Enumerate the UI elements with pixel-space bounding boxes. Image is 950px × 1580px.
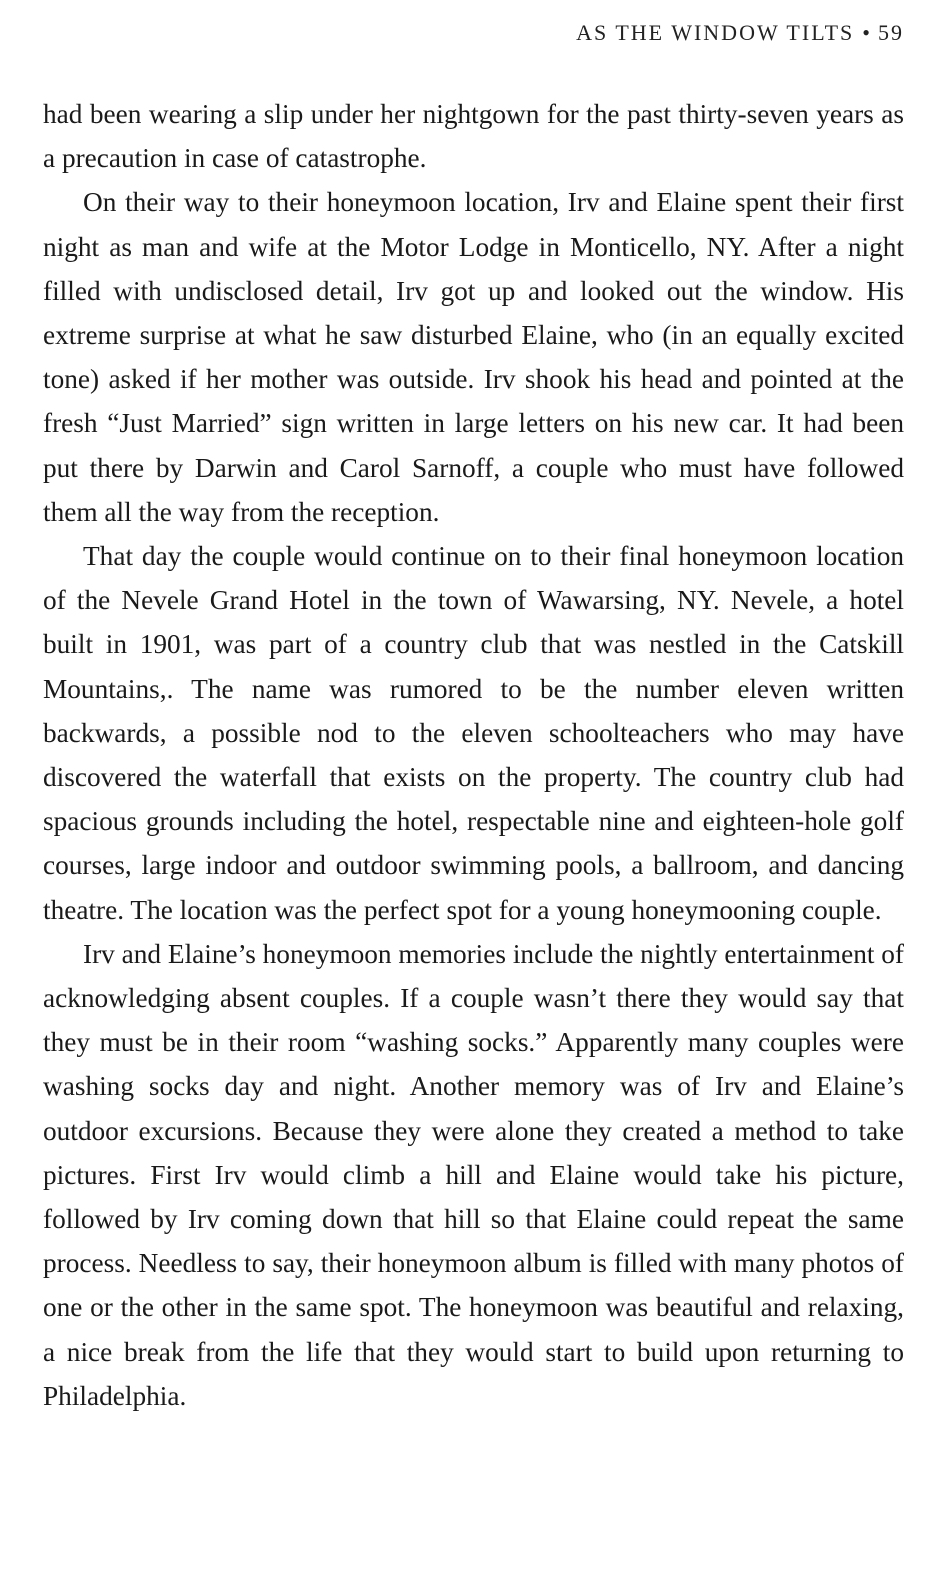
paragraph-motor-lodge: On their way to their honeymoon location, Irv and Elaine spent their first night as man and wife at the Motor Lodge in Monticello, NY. After a night filled with undisclosed detail, Irv got up and looked out the window. His extreme surprise at what he saw disturbed Elaine, who (in an equally excited tone) asked if her mother was outside. Irv shook his head and pointed at the fresh “Just Married” sign written in large letters on his new car. It had been put there by Darwin and Carol Sarnoff, a couple who must have followed them all the way from the reception. xyxy=(43,187,904,527)
header-separator: • xyxy=(862,20,870,45)
page-number: 59 xyxy=(878,20,904,45)
body-text xyxy=(43,92,904,1418)
running-header xyxy=(576,20,904,46)
running-title: AS THE WINDOW TILTS xyxy=(576,20,855,45)
paragraph-honeymoon-memories: Irv and Elaine’s honeymoon memories include the nightly entertainment of acknowledging absent couples. If a couple wasn’t there they would say that they must be in their room “washing socks.” Apparently many couples were washing socks day and night. Another memory was of Irv and Elaine’s outdoor excursions. Because they were alone they created a method to take pictures. First Irv would climb a hill and Elaine would take his picture, followed by Irv coming down that hill so that Elaine could repeat the same process. Needless to say, their honeymoon album is filled with many photos of one or the other in the same spot. The honeymoon was beautiful and relaxing, a nice break from the life that they would start to build upon returning to Philadelphia. xyxy=(43,938,904,1411)
paragraph-continued: had been wearing a slip under her nightgown for the past thirty-seven years as a precaution in case of catastrophe. xyxy=(43,99,904,174)
paragraph-nevele-hotel: That day the couple would continue on to their final honeymoon location of the Nevele Grand Hotel in the town of Wawarsing, NY. Nevele, a hotel built in 1901, was part of a country club that was nestled in the Catskill Mountains,. The name was rumored to be the number eleven written backwards, a possible nod to the eleven schoolteachers who may have discovered the waterfall that exists on the property. The country club had spacious grounds including the hotel, respectable nine and eighteen-hole golf courses, large indoor and outdoor swimming pools, a ballroom, and dancing theatre. The location was the perfect spot for a young honeymooning couple. xyxy=(43,541,904,925)
